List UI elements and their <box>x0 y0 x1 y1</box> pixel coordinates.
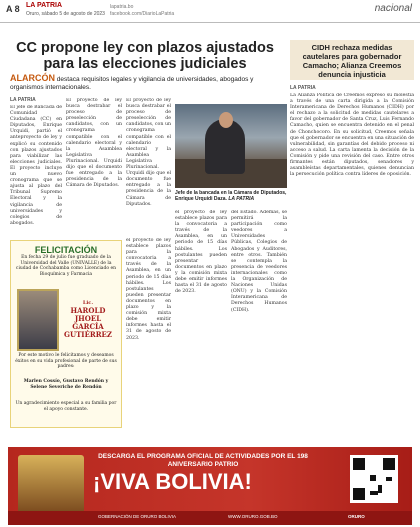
header-links <box>110 4 174 18</box>
main-col-2b: El proyecto de ley busca destrabar el proceso de preselección de candidatos, con un cronograma compatible con el calendario electoral y la Asamblea Legislativa Plurinacional. Urquidi dijo que el documento fue entregado a la presidencia de la Cámara de Diputados. <box>126 98 171 207</box>
site-url[interactable]: lapatria.bo <box>110 4 134 10</box>
main-col-1: El jefe de Bancada de Comunidad Ciudadana (CC) en Diputados, Enrique Urquidi, partió el anteproyecto de ley y explicó su contenido con plazos ajustados para viabilizar las elecciones judiciales. El proyecto incluye un nuevo cronograma que se ajusta al plazo del Tribunal Supremo Electoral y la vigilancia de universidades y colegios de abogados. <box>10 105 62 226</box>
graduate-full-name: HAROLD JHOEL GARCÍA GUTIÉRREZ <box>64 306 112 339</box>
caption-credit: LA PATRIA <box>226 196 255 202</box>
ad-intro: En fecha 29 de julio fue graduado de la Universidad del Valle (UNIVALLE) de la ciudad de Cochabamba como Licenciado en Bioquímica y Farmacia <box>15 255 117 277</box>
banner-slogan: ¡VIVA BOLIVIA! <box>93 469 252 494</box>
footer-url[interactable]: WWW.ORURO.GOB.BO <box>228 514 278 519</box>
main-headline: CC propone ley con plazos ajustados para las elecciones judiciales <box>16 40 274 72</box>
facebook-url[interactable]: facebook.com/DiarioLaPatria <box>110 11 175 17</box>
title-lic: Lic. <box>82 300 94 306</box>
banner-line: DESCARGA EL PROGRAMA OFICIAL DE ACTIVIDADES POR EL 198 ANIVERSARIO PATRIO <box>98 453 308 468</box>
section-name: nacional <box>374 3 412 14</box>
news-photo <box>175 104 287 188</box>
graduate-name <box>59 299 117 339</box>
main-col-5: del Estado. Además, se permitirá la participación como veedores a Universidades Públicas, Colegios de Abogados y Auditores, entre otros. También se contempla la presencia de veedores internacionales como la Organización de Naciones Unidas (ONU) y la Comisión Interamericana de Derechos Humanos (CIDH). <box>231 210 287 313</box>
ad-parents: Marlen Cossío, Gustavo Rendón y Selene Severiche de Rendón <box>23 379 109 390</box>
main-col-3: el proyecto de ley establece plazos para la convocatoria a través de la Asamblea, en un periodo de 15 días hábiles. Los postulantes pueden presentar documentos en plazo y la comisión mixta debe emitir informes hasta el 31 de agosto de 2023. <box>126 238 171 341</box>
ad-thanks: Un agradecimiento especial a su familia por el apoyo constante. <box>15 401 117 412</box>
brand-name: LA PATRIA <box>26 2 63 9</box>
kicker: ALARCÓN <box>10 73 55 83</box>
main-col-4: el proyecto de ley establece plazos para la convocatoria a través de la Asamblea, en un periodo de 15 días hábiles. Los postulantes pueden presentar documentos en plazo y la comisión mixta debe emitir informes hasta el 31 de agosto de 2023. <box>175 210 227 295</box>
banner-footer <box>8 511 412 525</box>
right-headline: CIDH rechaza medidas cautelares para gobernador Camacho; Alianza Creemos denuncia injusticia <box>302 43 402 79</box>
right-source: LA PATRIA <box>290 85 316 91</box>
hero-statue-icon <box>18 455 84 513</box>
page-number: A 8 <box>6 4 20 14</box>
page-header <box>0 0 420 23</box>
photo-face <box>219 112 233 128</box>
footer-org: GOBERNACIÓN DE ORURO BOLIVIA <box>98 514 177 519</box>
promo-banner <box>8 447 412 517</box>
qr-code-icon[interactable] <box>350 455 398 503</box>
ad-wish: Por este motivo le felicitamos y deseamos éxitos en su vida profesional de parte de sus padres: <box>15 353 117 370</box>
right-headline-box <box>290 40 414 80</box>
main-col-2: El proyecto de ley busca destrabar el proceso de preselección de candidatos, con un cronograma compatible con el calendario electoral y la Asamblea Legislativa Plurinacional. Urquidi dijo que el documento fue entregado a la presidencia de la Cámara de Diputados. <box>66 98 122 189</box>
graduate-portrait <box>17 289 59 351</box>
photo-caption <box>175 190 287 202</box>
ad-title: FELICITACIÓN <box>34 245 98 255</box>
footer-city: ORURO <box>348 514 365 519</box>
main-source: LA PATRIA <box>10 97 36 103</box>
main-subheadline <box>10 74 280 92</box>
right-body: La Alianza Política de Creemos expresó su molestia a través de una carta dirigida a la Comisión Interamericana de Derechos Humanos (CIDH) por el rechazo a la solicitud de medidas cautelares a favor del gobernador de Santa Cruz, Luis Fernando Camacho, quien se encuentra detenido en el penal de Chonchocoro. En su solicitud, Creemos señala que el gobernador se encuentra en una situación de vulnerabilidad, sin garantías del debido proceso ni acceso a salud. La carta lamenta la decisión de la Comisión y pide una revisión del caso. Entre otros firmantes están diputados, senadores y asambleístas departamentales, quienes denuncian la persecución política contra líderes de oposición. <box>290 93 414 178</box>
issue-date: Oruro, sábado 5 de agosto de 2023 <box>26 11 105 17</box>
congratulation-ad <box>10 240 122 428</box>
caption-text: Jefe de la bancada en la Cámara de Diputados, Enrique Urquidi Daza. <box>175 190 287 202</box>
subhead-text: destaca requisitos legales y vigilancia de universidades, abogados y organismos internacionales. <box>10 76 254 91</box>
